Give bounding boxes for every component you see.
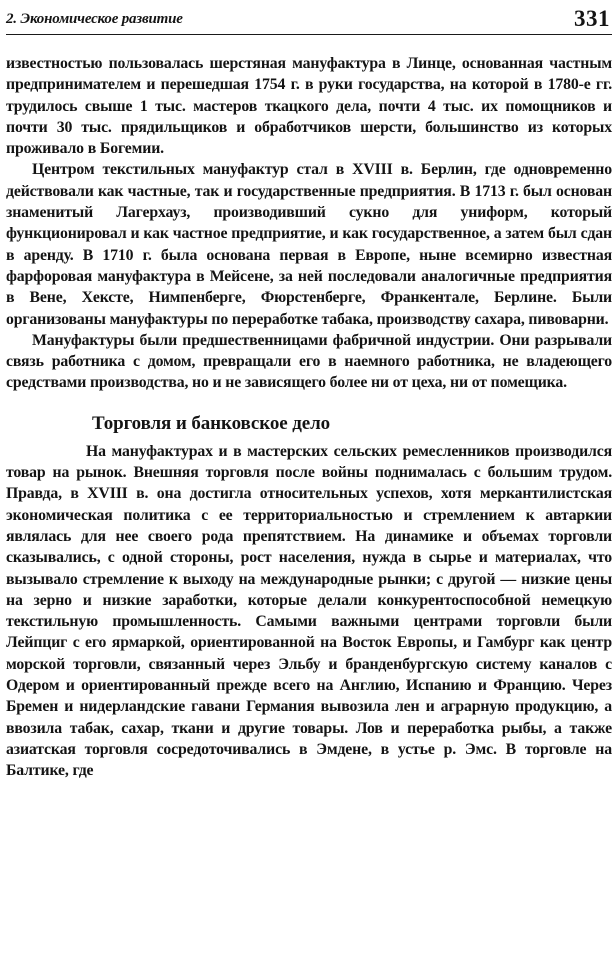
running-head bbox=[6, 0, 612, 35]
section-heading: Торговля и банковское дело bbox=[92, 412, 331, 434]
paragraph: Мануфактуры были предшественницами фабричной индустрии. Они разрывали связь работника с домом, превращали его в наемного работника, не владеющего средствами производства, но и не зависящего более ни от цеха, ни от помещика. bbox=[6, 331, 612, 392]
paragraph: Центром текстильных мануфактур стал в XVIII в. Берлин, где одновременно действовали как частные, так и государственные предприятия. В 1713 г. был основан знаменитый Лагерхауз, производивший сукно для униформ, который функционировал и как частное предприятие, и как государственное, а затем был сдан в аренду. В 1710 г. была основана первая в Европе, ныне всемирно известная фарфоровая мануфактура в Мейсене, за ней последовали аналогичные предприятия в Вене, Хексте, Нимпенберге, Фюрстенберге, Франкентале, Берлине. Были организованы мануфактуры по переработке табака, производству сахара, пивоварни. bbox=[6, 161, 612, 328]
paragraph: На мануфактурах и в мастерских сельских ремесленников производился товар на рынок. Внешняя торговля после войны поднималась с большим трудом. Правда, в XVIII в. она достигла относительных успехов, хотя меркантилистская экономическая политика с ее территориальностью и стремлением к автаркии являлась для нее своего рода препятствием. На динамике и объемах торговли сказывались, с одной стороны, рост населения, нужда в сырье и материалах, что вызывало стремление к выходу на международные рынки; с другой — низкие цены на зерно и низкие заработки, которые делали конкурентоспособной немецкую текстильную промышленность. Самыми важными центрами торговли были Лейпциг с его ярмаркой, ориентированной на Восток Европы, и Гамбург как центр морской торговли, связанный через Эльбу и бранденбургскую систему каналов с Одером и ориентированный прежде всего на Англию, Испанию и Францию. Через Бремен и нидерландские гавани Германия вывозила лен и аграрную продукцию, а ввозила табак, сахар, ткани и другие товары. Лов и переработка рыбы, а также азиатская торговля сосредоточивались в Эмдене, в устье р. Эмс. В торговле на Балтике, где bbox=[6, 442, 612, 780]
page-body bbox=[6, 53, 612, 782]
running-head-section-title: 2. Экономическое развитие bbox=[6, 11, 183, 27]
paragraph-continued: известностью пользовалась шерстяная мануфактура в Линце, основанная частным предпринимателем и перешедшая 1754 г. в руки государства, на которой в 1780-е гг. трудилось свыше 1 тыс. мастеров ткацкого дела, почти 4 тыс. их помощников и почти 30 тыс. прядильщиков и обработчиков шерсти, большинство из которых проживало в Богемии. bbox=[6, 55, 612, 158]
page-number: 331 bbox=[574, 6, 610, 31]
